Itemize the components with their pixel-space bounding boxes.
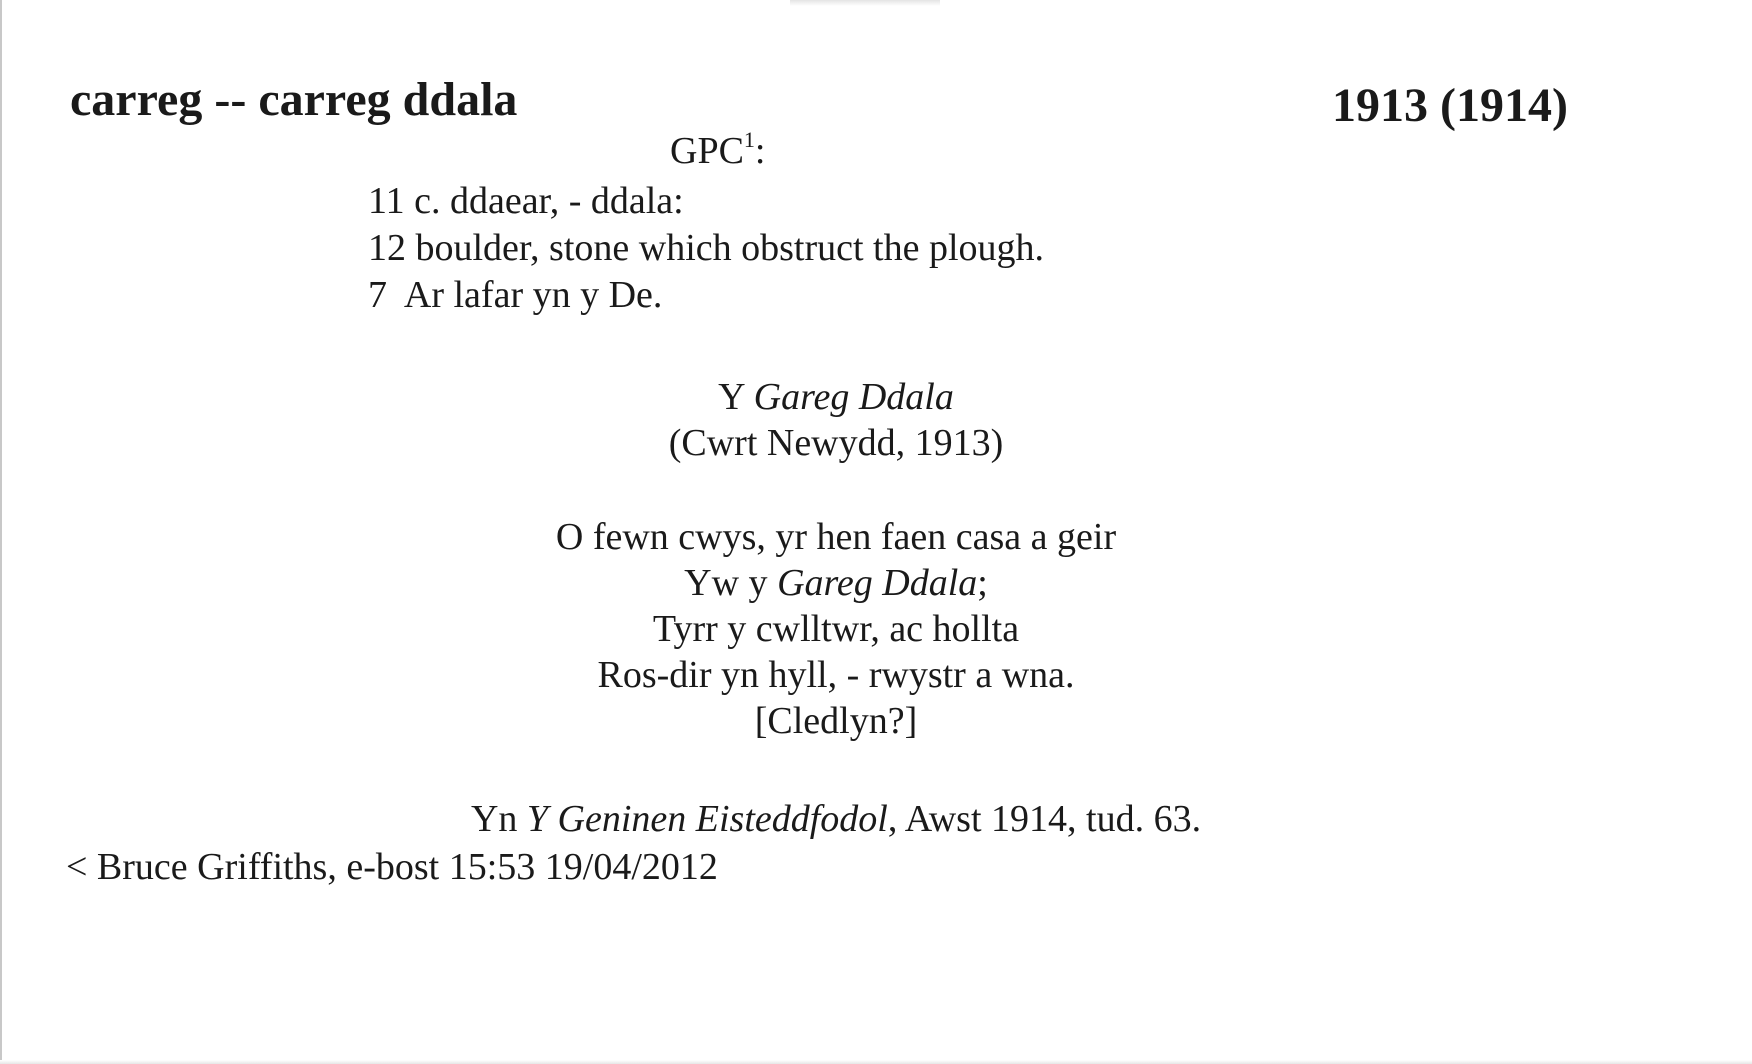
gpc-label <box>670 126 765 176</box>
poem-line: Tyrr y cwlltwr, ac hollta <box>652 608 1020 650</box>
poem-title-block <box>0 374 1672 466</box>
source-citation <box>0 796 1672 842</box>
poem-title-prefix: Y <box>718 376 754 418</box>
gpc-definition-line: 7 Ar lafar yn y De. <box>368 274 663 316</box>
gpc-superscript: 1 <box>743 127 755 152</box>
gpc-label-suffix: : <box>754 130 766 172</box>
source-suffix: , Awst 1914, tud. 63. <box>887 798 1202 840</box>
gpc-label-text: GPC <box>670 130 744 172</box>
poem-line: Ros-dir yn hyll, - rwystr a wna. <box>597 654 1075 696</box>
poem-line: O fewn cwys, yr hen faen casa a geir <box>555 516 1117 558</box>
entry-heading: carreg -- carreg ddala <box>70 73 518 126</box>
source-prefix: Yn <box>470 798 527 840</box>
gpc-definitions <box>368 178 1044 319</box>
poem-line2-italic: Gareg Ddala <box>777 562 978 604</box>
poem-block <box>0 514 1672 744</box>
gpc-definition-line: 12 boulder, stone which obstruct the plough. <box>368 227 1045 269</box>
poem-author: [Cledlyn?] <box>754 700 918 742</box>
poem-title-italic: Gareg Ddala <box>753 376 954 418</box>
poem-line2-prefix: Yw y <box>684 562 778 604</box>
poem-title <box>0 374 1672 420</box>
poem-line <box>0 560 1672 606</box>
poem-subtitle: (Cwrt Newydd, 1913) <box>668 422 1004 464</box>
gpc-definition-line: 11 c. ddaear, - ddala: <box>368 180 684 222</box>
attribution-line: < Bruce Griffiths, e-bost 15:53 19/04/2012 <box>66 846 718 888</box>
card-top-mark <box>790 0 940 6</box>
source-line <box>0 796 1672 842</box>
entry-date: 1913 (1914) <box>1332 79 1568 132</box>
source-publication: Y Geninen Eisteddfodol <box>526 798 888 840</box>
poem-line2-suffix: ; <box>977 562 988 604</box>
card-bottom-edge <box>0 1060 1752 1064</box>
